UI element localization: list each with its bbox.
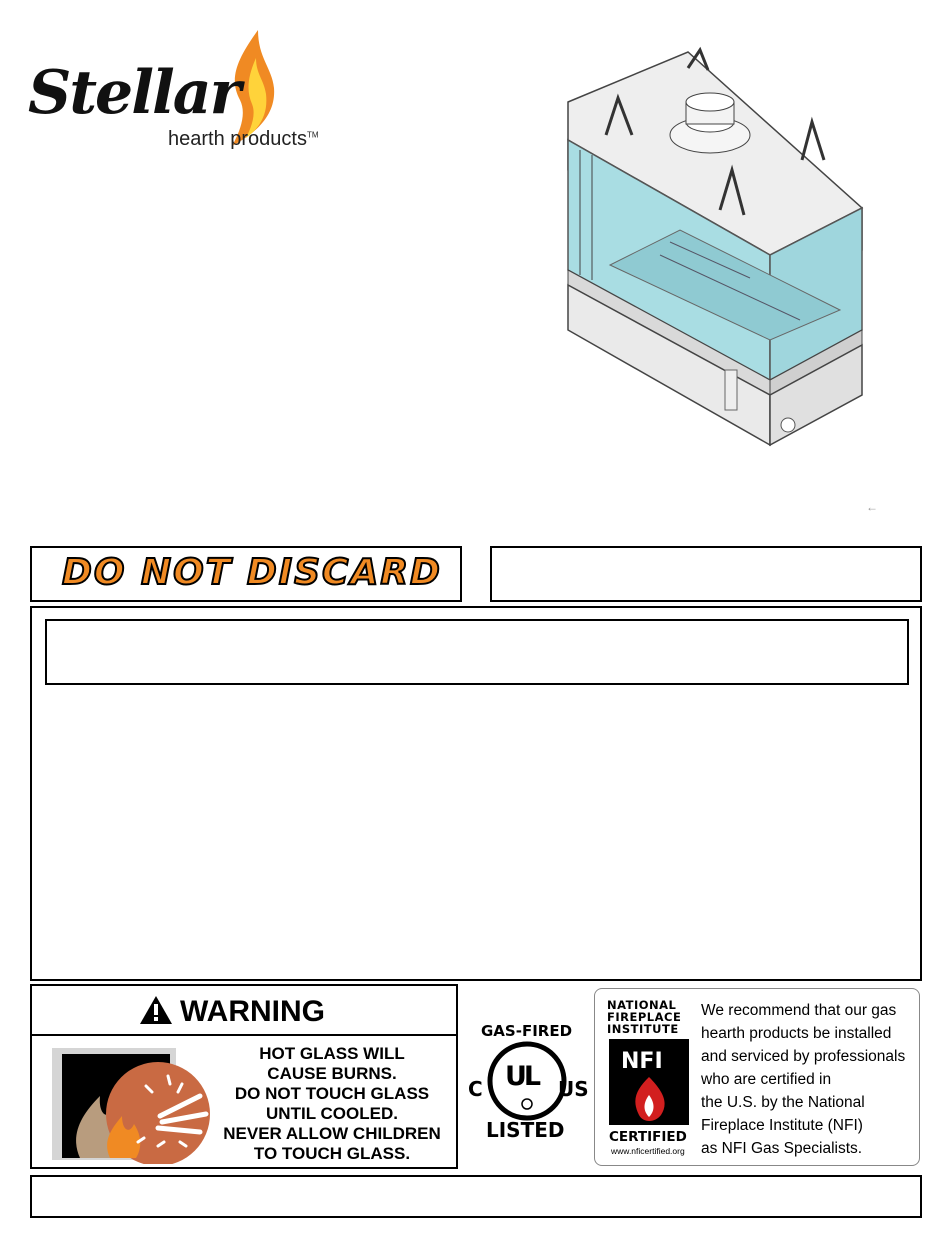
- nfi-header: NATIONAL FIREPLACE INSTITUTE: [607, 998, 682, 1036]
- main-content-box: [30, 606, 922, 981]
- nfi-website: www.nficertified.org: [611, 1146, 685, 1156]
- ul-bottom-text: LISTED: [486, 1118, 565, 1142]
- dimension-arrow-icon: ←: [866, 500, 878, 514]
- footer-box: [30, 1175, 922, 1218]
- ul-left-text: C: [468, 1077, 483, 1101]
- do-not-discard-box: [30, 546, 462, 602]
- brand-logo: [28, 28, 328, 158]
- brand-name: Stellar: [28, 58, 240, 128]
- warning-header: [32, 986, 456, 1036]
- nfi-recommendation-text: We recommend that our gas hearth products be installed and serviced by professionals who are certified in the U.S. by the National Fireplace Institute (NFI) as NFI Gas Specialists.: [701, 1002, 906, 1157]
- ul-listing-mark: [466, 1020, 588, 1144]
- do-not-discard-label: DO NOT DISCARD: [62, 552, 442, 593]
- ul-top-text: GAS-FIRED: [481, 1022, 573, 1040]
- warning-box: [30, 984, 458, 1169]
- nfi-logo: [607, 999, 691, 1159]
- main-inner-title-box: [45, 619, 909, 685]
- ul-right-text: US: [558, 1077, 589, 1101]
- nfi-certified-text: CERTIFIED: [609, 1129, 687, 1145]
- warning-triangle-icon: [139, 995, 173, 1025]
- brand-subtitle: hearth products™: [168, 128, 319, 150]
- fireplace-illustration: [540, 40, 890, 460]
- model-info-box: [490, 546, 922, 602]
- hot-glass-icon: [50, 1046, 218, 1164]
- warning-title: WARNING: [180, 995, 325, 1028]
- warning-message: HOT GLASS WILL CAUSE BURNS. DO NOT TOUCH GLASS UNTIL COOLED. NEVER ALLOW CHILDREN TO TOUCH GLASS.: [223, 1044, 441, 1163]
- nfi-badge-text: NFI: [621, 1049, 663, 1074]
- ul-center-text: UL: [505, 1061, 539, 1092]
- nfi-box: [594, 988, 920, 1166]
